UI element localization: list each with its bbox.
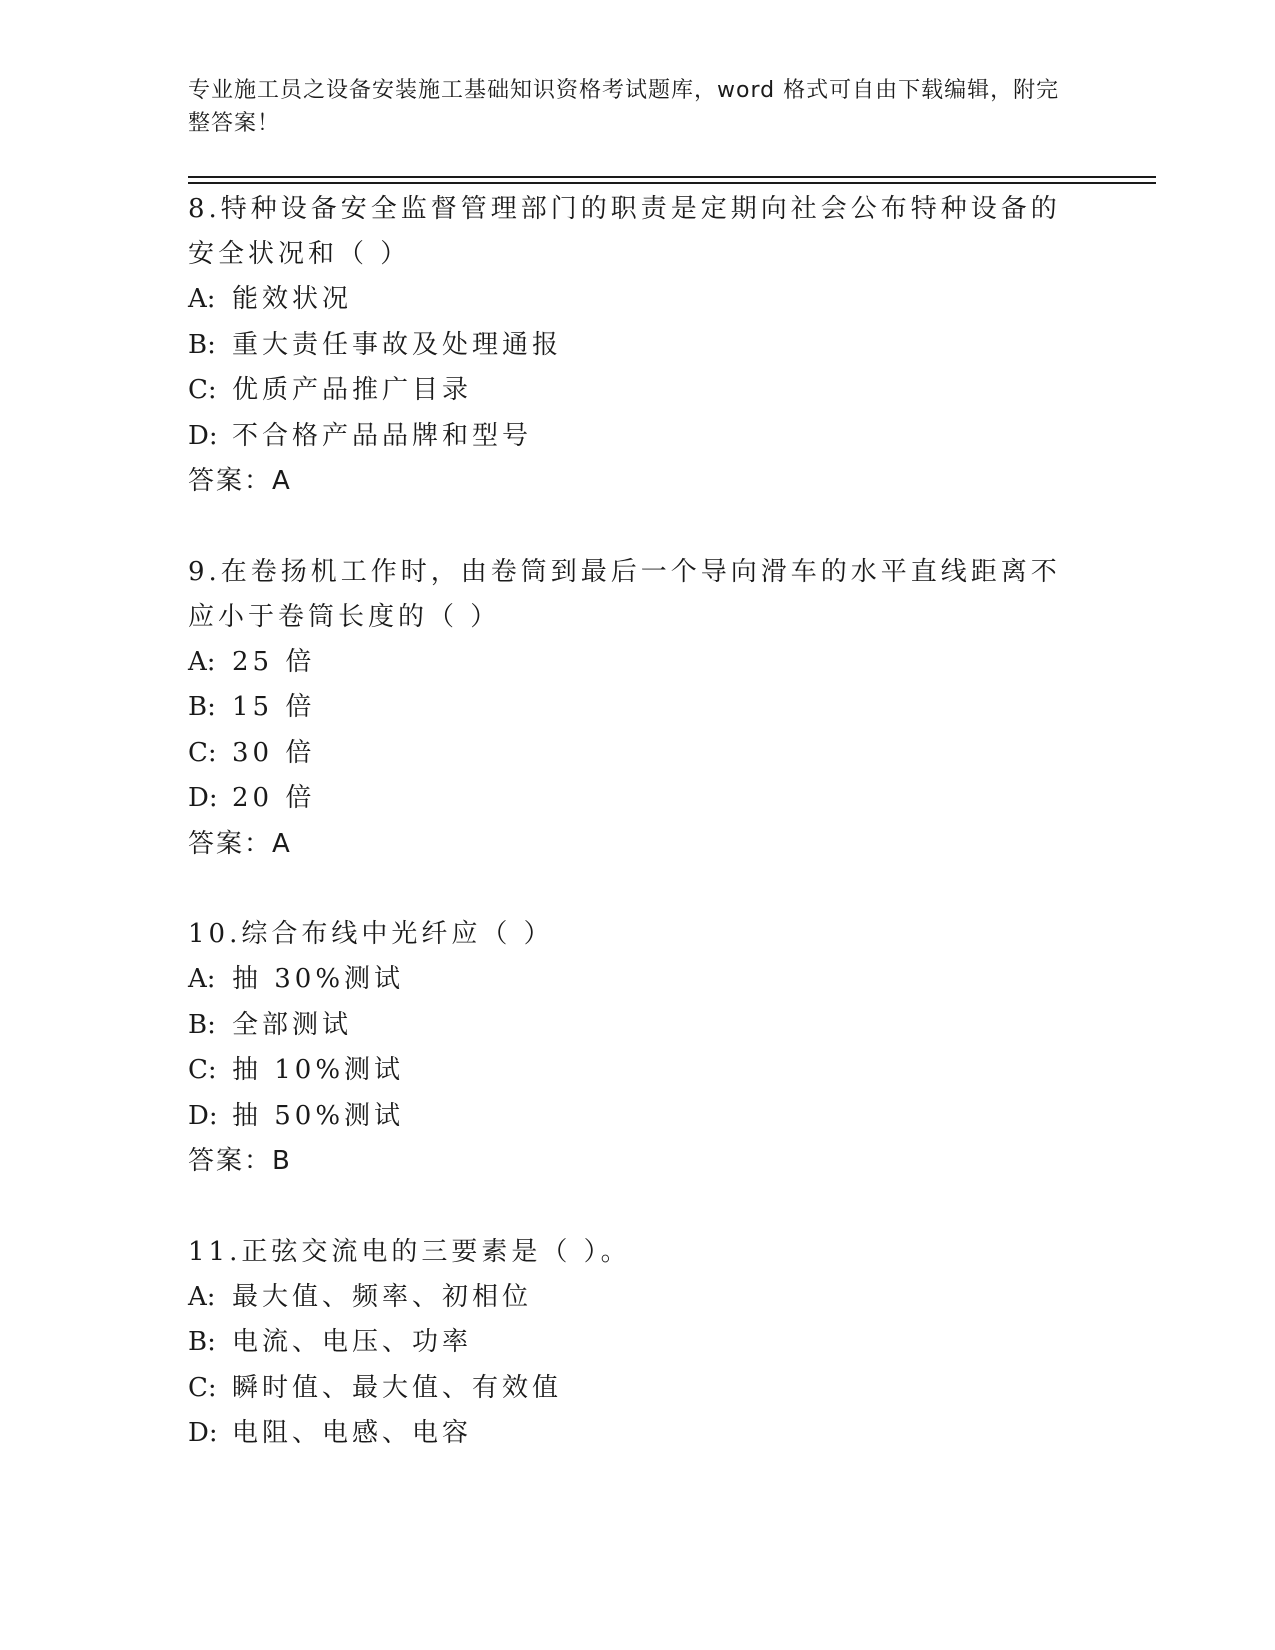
option-text: 抽 30%测试 [232, 964, 405, 994]
option-letter: A: [188, 1281, 216, 1312]
question-9 [188, 550, 1068, 868]
option-a [188, 640, 1068, 686]
option-text: 重大责任事故及处理通报 [232, 329, 563, 360]
option-letter: A: [188, 646, 216, 677]
option-text: 电流、电压、功率 [232, 1327, 473, 1357]
question-list [188, 187, 1068, 1457]
header-divider-top [188, 176, 1156, 178]
option-d [188, 1094, 1068, 1140]
answer-label: 答案：A [188, 828, 292, 859]
option-a [188, 1275, 1068, 1321]
option-c [188, 731, 1068, 777]
option-letter: B: [188, 329, 216, 360]
option-letter: B: [188, 1009, 216, 1040]
question-text: 9.在卷扬机工作时，由卷筒到最后一个导向滑车的水平直线距离不应小于卷筒长度的（ ） [188, 556, 1061, 632]
question-spacer [188, 867, 1068, 912]
answer-label: 答案：B [188, 1146, 292, 1176]
question-8 [188, 187, 1068, 505]
question-spacer [188, 505, 1068, 550]
option-text: 30 倍 [232, 737, 316, 768]
option-c [188, 1048, 1068, 1094]
option-letter: C: [188, 737, 217, 768]
option-letter: D: [188, 420, 218, 451]
question-text: 10.综合布线中光纤应（ ） [188, 919, 554, 949]
option-text: 电阻、电感、电容 [232, 1418, 473, 1448]
option-text: 能效状况 [232, 284, 353, 314]
option-b [188, 1003, 1068, 1049]
option-text: 抽 50%测试 [232, 1100, 405, 1131]
option-c [188, 368, 1068, 414]
option-letter: A: [188, 284, 216, 314]
option-letter: C: [188, 375, 217, 405]
option-letter: B: [188, 692, 216, 722]
option-a [188, 957, 1068, 1003]
option-d [188, 776, 1068, 822]
option-d [188, 1411, 1068, 1457]
header-divider-bottom [188, 182, 1156, 184]
option-text: 25 倍 [232, 646, 316, 677]
question-text: 11.正弦交流电的三要素是（ ）。 [188, 1236, 631, 1267]
option-b [188, 685, 1068, 731]
option-text: 抽 10%测试 [232, 1055, 405, 1085]
option-text: 优质产品推广目录 [232, 375, 473, 405]
question-text: 8.特种设备安全监督管理部门的职责是定期向社会公布特种设备的安全状况和（ ） [188, 194, 1061, 269]
option-c [188, 1366, 1068, 1412]
option-letter: D: [188, 1100, 218, 1131]
option-letter: B: [188, 1327, 216, 1357]
option-b [188, 323, 1068, 369]
option-a [188, 277, 1068, 323]
option-text: 全部测试 [232, 1009, 353, 1040]
option-letter: C: [188, 1372, 217, 1403]
option-letter: A: [188, 964, 216, 994]
option-text: 20 倍 [232, 783, 316, 813]
question-10 [188, 912, 1068, 1185]
option-text: 瞬时值、最大值、有效值 [232, 1372, 563, 1403]
option-d [188, 414, 1068, 460]
option-letter: C: [188, 1055, 217, 1085]
option-text: 不合格产品品牌和型号 [232, 420, 533, 451]
question-spacer [188, 1185, 1068, 1230]
option-letter: D: [188, 783, 218, 813]
question-11 [188, 1230, 1068, 1457]
option-text: 最大值、频率、初相位 [232, 1281, 533, 1312]
document-header: 专业施工员之设备安装施工基础知识资格考试题库，word 格式可自由下载编辑，附完整答案！ [188, 78, 1060, 136]
option-b [188, 1320, 1068, 1366]
option-letter: D: [188, 1418, 218, 1448]
option-text: 15 倍 [232, 692, 316, 722]
answer-label: 答案：A [188, 466, 292, 496]
